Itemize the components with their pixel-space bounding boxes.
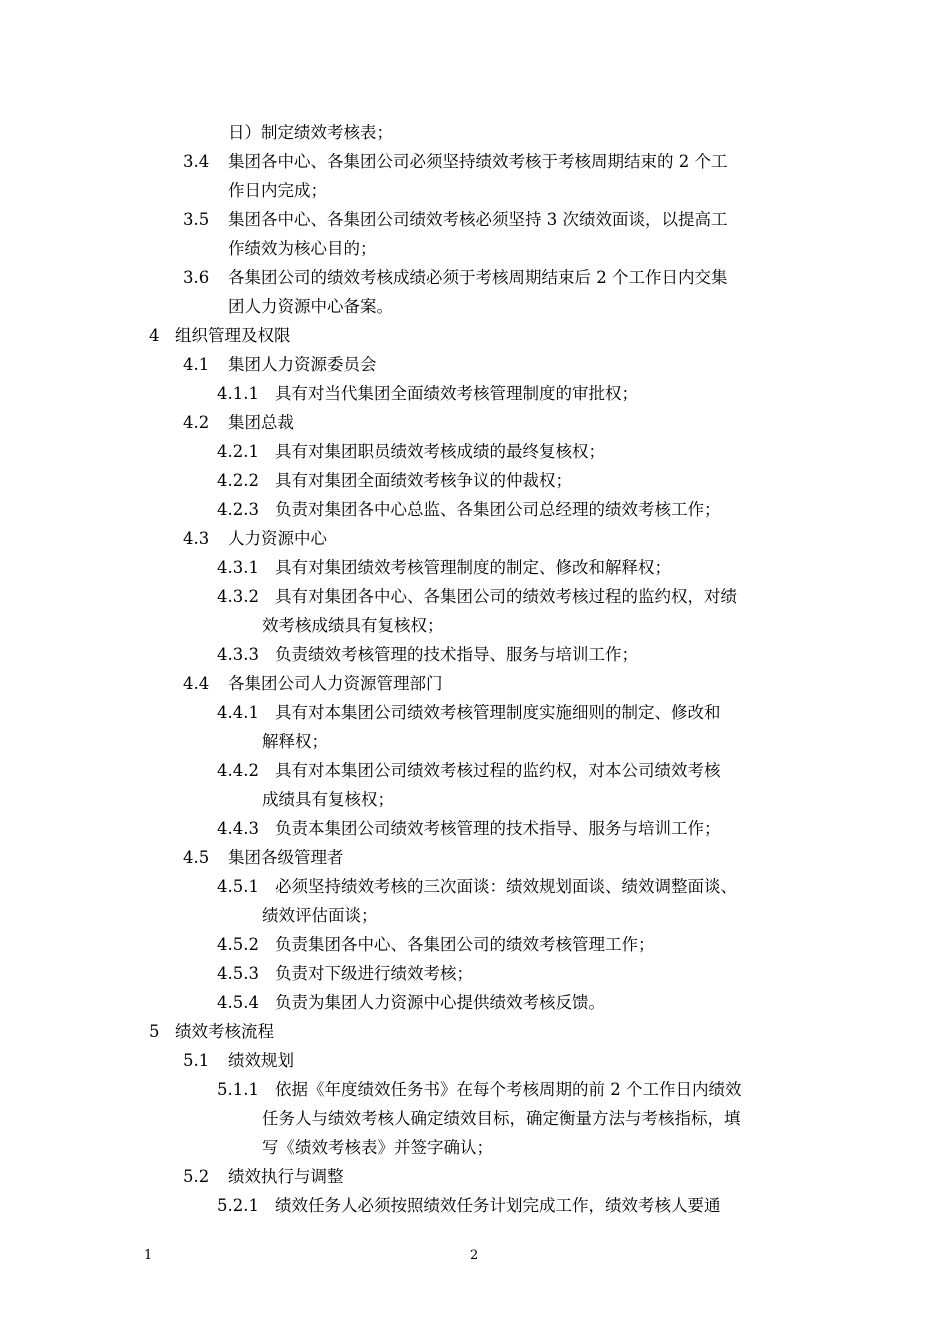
section-number: 4.4.1 <box>217 703 259 722</box>
section-number: 4.1 <box>183 355 210 374</box>
subsection-heading <box>183 1167 344 1187</box>
text-line <box>262 616 444 636</box>
section-number: 4.5.3 <box>217 964 259 983</box>
subsection-heading <box>183 355 377 375</box>
line-text: 解释权； <box>262 732 328 751</box>
line-text: 负责本集团公司绩效考核管理的技术指导、服务与培训工作； <box>275 819 721 838</box>
line-text: 具有对集团全面绩效考核争议的仲裁权； <box>275 471 572 490</box>
text-line <box>217 442 605 462</box>
section-number: 4.2.1 <box>217 442 259 461</box>
text-line <box>217 587 737 607</box>
line-text: 集团总裁 <box>228 413 294 432</box>
text-line <box>217 877 737 897</box>
text-line <box>183 268 728 288</box>
section-number: 4.5 <box>183 848 210 867</box>
line-text: 集团各级管理者 <box>228 848 344 867</box>
page-number: 2 <box>470 1248 479 1263</box>
line-text: 各集团公司人力资源管理部门 <box>228 674 443 693</box>
section-number: 4 <box>149 326 160 345</box>
text-line <box>228 297 393 317</box>
line-text: 集团人力资源委员会 <box>228 355 377 374</box>
line-text: 依据《年度绩效任务书》在每个考核周期的前 2 个工作日内绩效 <box>275 1080 742 1099</box>
line-text: 作日内完成； <box>228 181 327 200</box>
text-line <box>217 993 605 1013</box>
line-text: 具有对集团各中心、各集团公司的绩效考核过程的监约权，对绩 <box>275 587 737 606</box>
text-line <box>262 790 394 810</box>
line-text: 效考核成绩具有复核权； <box>262 616 444 635</box>
line-text: 任务人与绩效考核人确定绩效目标，确定衡量方法与考核指标，填 <box>262 1109 741 1128</box>
section-number: 4.3.3 <box>217 645 259 664</box>
text-line <box>228 239 377 259</box>
text-line <box>217 384 638 404</box>
line-text: 绩效评估面谈； <box>262 906 378 925</box>
text-line <box>183 152 728 172</box>
line-text: 日）制定绩效考核表； <box>228 123 393 142</box>
section-number: 3.6 <box>183 268 210 287</box>
section-number: 4.1.1 <box>217 384 259 403</box>
section-number: 4.3.2 <box>217 587 259 606</box>
text-line <box>217 558 671 578</box>
line-text: 各集团公司的绩效考核成绩必须于考核周期结束后 2 个工作日内交集 <box>228 268 728 287</box>
text-line <box>217 471 572 491</box>
section-number: 3.4 <box>183 152 210 171</box>
line-text: 绩效规划 <box>228 1051 294 1070</box>
line-text: 集团各中心、各集团公司绩效考核必须坚持 3 次绩效面谈，以提高工 <box>228 210 728 229</box>
subsection-heading <box>183 848 344 868</box>
subsection-heading <box>183 674 443 694</box>
line-text: 具有对集团职员绩效考核成绩的最终复核权； <box>275 442 605 461</box>
section-number: 5 <box>149 1022 160 1041</box>
section-number: 5.2.1 <box>217 1196 259 1215</box>
section-number: 4.5.4 <box>217 993 259 1012</box>
text-line <box>217 935 655 955</box>
line-text: 负责对集团各中心总监、各集团公司总经理的绩效考核工作； <box>275 500 721 519</box>
line-text: 集团各中心、各集团公司必须坚持绩效考核于考核周期结束的 2 个工 <box>228 152 728 171</box>
line-text: 负责集团各中心、各集团公司的绩效考核管理工作； <box>275 935 655 954</box>
subsection-heading <box>183 529 327 549</box>
text-line <box>217 1080 742 1100</box>
section-number: 4.2.3 <box>217 500 259 519</box>
text-line <box>217 645 638 665</box>
line-text: 负责为集团人力资源中心提供绩效考核反馈。 <box>275 993 605 1012</box>
line-text: 具有对当代集团全面绩效考核管理制度的审批权； <box>275 384 638 403</box>
line-text: 成绩具有复核权； <box>262 790 394 809</box>
text-line <box>217 703 721 723</box>
line-text: 绩效执行与调整 <box>228 1167 344 1186</box>
line-text: 作绩效为核心目的； <box>228 239 377 258</box>
line-text: 具有对本集团公司绩效考核过程的监约权，对本公司绩效考核 <box>275 761 721 780</box>
text-line <box>228 181 327 201</box>
section-number: 4.2.2 <box>217 471 259 490</box>
line-text: 必须坚持绩效考核的三次面谈：绩效规划面谈、绩效调整面谈、 <box>275 877 737 896</box>
text-line <box>217 500 721 520</box>
section-number: 4.4.2 <box>217 761 259 780</box>
section-number: 4.4.3 <box>217 819 259 838</box>
line-text: 人力资源中心 <box>228 529 327 548</box>
line-text: 绩效考核流程 <box>175 1022 274 1041</box>
footer-left-number: 1 <box>144 1248 153 1263</box>
section-number: 4.3 <box>183 529 210 548</box>
text-line <box>217 761 721 781</box>
text-line <box>217 1196 721 1216</box>
text-line <box>262 906 378 926</box>
line-text: 具有对集团绩效考核管理制度的制定、修改和解释权； <box>275 558 671 577</box>
text-line <box>217 819 721 839</box>
section-number: 4.5.1 <box>217 877 259 896</box>
line-text: 写《绩效考核表》并签字确认； <box>262 1138 493 1157</box>
line-text: 具有对本集团公司绩效考核管理制度实施细则的制定、修改和 <box>275 703 721 722</box>
section-number: 4.2 <box>183 413 210 432</box>
text-line <box>183 210 728 230</box>
line-text: 组织管理及权限 <box>175 326 291 345</box>
section-number: 5.1.1 <box>217 1080 259 1099</box>
text-line <box>262 732 328 752</box>
section-number: 4.3.1 <box>217 558 259 577</box>
section-number: 5.2 <box>183 1167 210 1186</box>
text-line <box>217 964 473 984</box>
section-number: 4.5.2 <box>217 935 259 954</box>
line-text: 团人力资源中心备案。 <box>228 297 393 316</box>
section-heading <box>149 326 291 346</box>
subsection-heading <box>183 413 294 433</box>
text-line <box>262 1138 493 1158</box>
section-number: 5.1 <box>183 1051 210 1070</box>
section-heading <box>149 1022 274 1042</box>
line-text: 绩效任务人必须按照绩效任务计划完成工作，绩效考核人要通 <box>275 1196 721 1215</box>
subsection-heading <box>183 1051 294 1071</box>
line-text: 负责绩效考核管理的技术指导、服务与培训工作； <box>275 645 638 664</box>
text-line <box>228 123 393 143</box>
line-text: 负责对下级进行绩效考核； <box>275 964 473 983</box>
section-number: 3.5 <box>183 210 210 229</box>
section-number: 4.4 <box>183 674 210 693</box>
text-line <box>262 1109 741 1129</box>
